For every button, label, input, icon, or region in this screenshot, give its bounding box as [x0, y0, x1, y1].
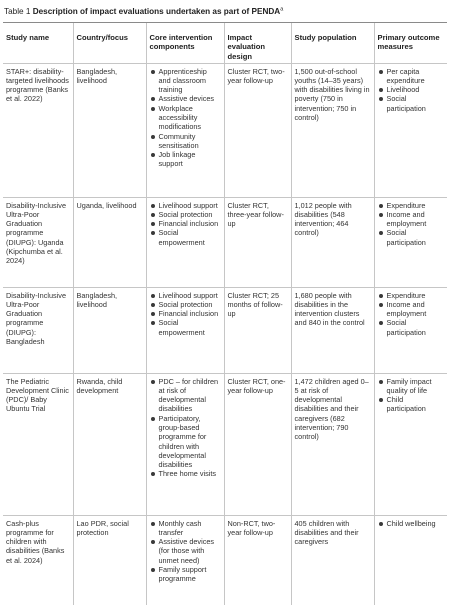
component-item: Social empowerment	[150, 318, 221, 337]
cell-country: Uganda, livelihood	[73, 197, 146, 287]
outcome-item: Income and employment	[378, 300, 445, 319]
table-row	[3, 287, 447, 373]
component-item: Workplace accessibility modifications	[150, 104, 221, 132]
cell-country: Bangladesh, livelihood	[73, 63, 146, 197]
component-item: Livelihood support	[150, 201, 221, 210]
header-row	[3, 23, 447, 63]
cell-design: Cluster RCT, three-year follow-up	[224, 197, 291, 287]
cell-components	[146, 287, 224, 373]
cell-study-name: Disability-Inclusive Ultra-Poor Graduation programme (DIUPG): Bangladesh	[3, 287, 73, 373]
cell-components	[146, 63, 224, 197]
evaluations-table	[3, 23, 447, 605]
component-item: PDC – for children at risk of developmental disabilities	[150, 377, 221, 414]
cell-components	[146, 197, 224, 287]
cell-population: 1,472 children aged 0–5 at risk of developmental disabilities and their caregivers (682 intervention; 790 control)	[291, 373, 374, 515]
header-country-focus: Country/focus	[73, 23, 146, 63]
component-item: Three home visits	[150, 469, 221, 478]
component-item: Assistive devices (for those with unmet need)	[150, 537, 221, 565]
component-item: Apprenticeship and classroom training	[150, 67, 221, 95]
cell-population: 1,012 people with disabilities (548 intervention; 464 control)	[291, 197, 374, 287]
cell-components	[146, 515, 224, 605]
outcome-item: Child wellbeing	[378, 519, 445, 528]
cell-design: Cluster RCT, two-year follow-up	[224, 63, 291, 197]
cell-study-name: STAR+: disability-targeted livelihoods programme (Banks et al. 2022)	[3, 63, 73, 197]
cell-outcomes	[374, 287, 447, 373]
outcome-item: Livelihood	[378, 85, 445, 94]
cell-country: Bangladesh, livelihood	[73, 287, 146, 373]
cell-population: 405 children with disabilities and their caregivers	[291, 515, 374, 605]
table-row	[3, 63, 447, 197]
cell-design: Cluster RCT; 25 months of follow-up	[224, 287, 291, 373]
cell-outcomes	[374, 515, 447, 605]
table-row	[3, 515, 447, 605]
outcome-item: Family impact quality of life	[378, 377, 445, 396]
header-core-components: Core intervention components	[146, 23, 224, 63]
outcome-item: Social participation	[378, 318, 445, 337]
header-outcomes: Primary outcome measures	[374, 23, 447, 63]
outcome-item: Expenditure	[378, 201, 445, 210]
component-item: Job linkage support	[150, 150, 221, 169]
component-item: Social empowerment	[150, 228, 221, 247]
header-population: Study population	[291, 23, 374, 63]
cell-study-name: The Pediatric Development Clinic (PDC)/ Baby Ubuntu Trial	[3, 373, 73, 515]
table-title: Description of impact evaluations undertaken as part of PENDA	[32, 7, 281, 16]
cell-outcomes	[374, 373, 447, 515]
table-caption	[4, 7, 446, 17]
table-footnote-mark: a	[280, 6, 284, 13]
cell-study-name: Disability-Inclusive Ultra-Poor Graduation programme (DIUPG): Uganda (Kipchumba et al. 2024)	[3, 197, 73, 287]
component-item: Financial inclusion	[150, 219, 221, 228]
component-item: Financial inclusion	[150, 309, 221, 318]
outcome-item: Social participation	[378, 228, 445, 247]
cell-outcomes	[374, 197, 447, 287]
outcome-item: Per capita expenditure	[378, 67, 445, 86]
cell-outcomes	[374, 63, 447, 197]
header-study-name: Study name	[6, 33, 50, 42]
cell-design: Cluster RCT, one-year follow-up	[224, 373, 291, 515]
cell-country: Rwanda, child development	[73, 373, 146, 515]
component-item: Participatory, group-based programme for children with developmental disabilities	[150, 414, 221, 470]
outcome-item: Child participation	[378, 395, 445, 414]
cell-design: Non-RCT, two-year follow-up	[224, 515, 291, 605]
cell-country: Lao PDR, social protection	[73, 515, 146, 605]
table-label: Table 1	[4, 7, 31, 16]
table-row	[3, 197, 447, 287]
component-item: Social protection	[150, 300, 221, 309]
component-item: Monthly cash transfer	[150, 519, 221, 538]
outcome-item: Expenditure	[378, 291, 445, 300]
component-item: Social protection	[150, 210, 221, 219]
component-item: Family support programme	[150, 565, 221, 584]
table-row	[3, 373, 447, 515]
outcome-item: Income and employment	[378, 210, 445, 229]
component-item: Assistive devices	[150, 94, 221, 103]
cell-components	[146, 373, 224, 515]
cell-study-name: Cash-plus programme for children with disabilities (Banks et al. 2024)	[3, 515, 73, 605]
cell-population: 1,680 people with disabilities in the intervention clusters and 840 in the control	[291, 287, 374, 373]
header-design: Impact evaluation design	[224, 23, 291, 63]
outcome-item: Social participation	[378, 94, 445, 113]
component-item: Community sensitisation	[150, 132, 221, 151]
component-item: Livelihood support	[150, 291, 221, 300]
cell-population: 1,500 out-of-school youths (14–35 years) with disabilities living in poverty (750 in intervention; 750 in control)	[291, 63, 374, 197]
